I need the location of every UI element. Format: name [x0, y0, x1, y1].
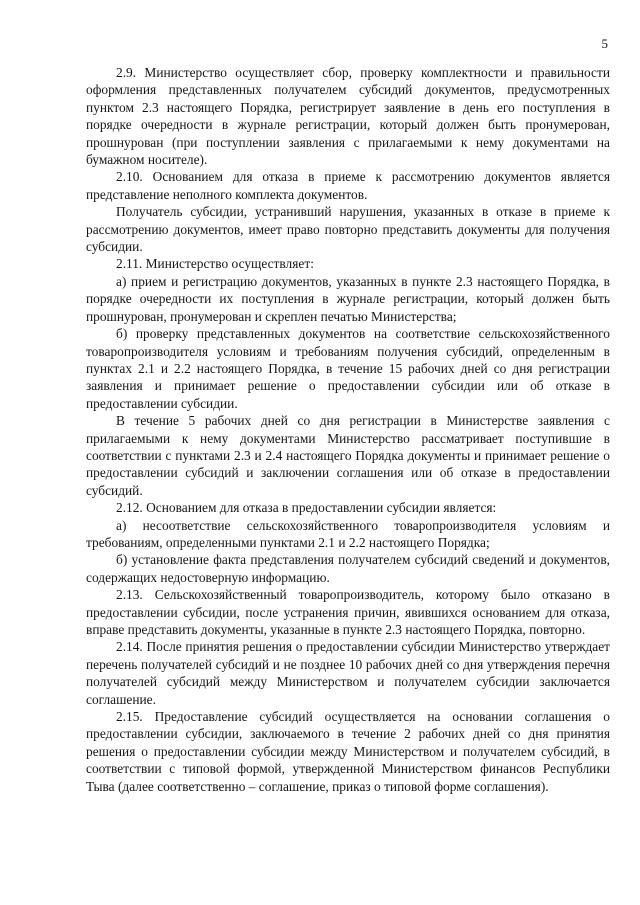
paragraph-2-9: 2.9. Министерство осуществляет сбор, проверку комплектности и правильности оформления представленных получателем субсидий документов, предусмотренных пунктом 2.3 настоящего Порядка, регистрирует заявление в день его поступления в порядке очередности в журнале регистрации, который должен быть пронумерован, прошнурован (при поступлении заявления с прилагаемыми к нему документами на бумажном носителе).	[86, 65, 610, 168]
document-body	[86, 64, 610, 795]
paragraph-2-10: 2.10. Основанием для отказа в приеме к рассмотрению документов является представление неполного комплекта документов.	[86, 169, 610, 202]
paragraph-2-12: 2.12. Основанием для отказа в предоставлении субсидии является:	[116, 500, 497, 516]
paragraph-2-12-a: а) несоответствие сельскохозяйственного товаропроизводителя условиям и требованиям, определенными пунктами 2.1 и 2.2 настоящего Порядка;	[86, 517, 610, 550]
page-number: 5	[601, 36, 608, 51]
paragraph-2-11-a: а) прием и регистрацию документов, указанных в пункте 2.3 настоящего Порядка, в порядке очередности их поступления в журнале регистрации, который должен быть прошнурован, пронумерован и скреплен печатью Министерства;	[86, 273, 610, 324]
paragraph-resubmission: Получатель субсидии, устранивший нарушения, указанных в отказе в приеме к рассмотрению документов, имеет право повторно представить документы для получения субсидии.	[86, 204, 610, 255]
paragraph-2-14: 2.14. После принятия решения о предоставлении субсидии Министерство утверждает перечень получателей субсидий и не позднее 10 рабочих дней со дня утверждения перечня получателей субсидий между Министерством и получателем субсидии заключается соглашение.	[86, 639, 610, 707]
paragraph-2-11: 2.11. Министерство осуществляет:	[116, 256, 314, 272]
paragraph-review-period: В течение 5 рабочих дней со дня регистрации в Министерстве заявления с прилагаемыми к нему документами Министерство рассматривает поступившие в соответствии с пунктами 2.3 и 2.4 настоящего Порядка документы и принимает решение о предоставлении субсидий и заключении соглашения или об отказе в предоставлении субсидий.	[86, 413, 610, 498]
paragraph-2-15: 2.15. Предоставление субсидий осуществляется на основании соглашения о предоставлении субсидии, заключаемого в течение 2 рабочих дней со дня принятия решения о предоставлении субсидии между Министерством и получателем субсидий, в соответствии с типовой формой, утвержденной Министерством финансов Республики Тыва (далее соответственно – соглашение, приказ о типовой форме соглашения).	[86, 709, 610, 794]
paragraph-2-13: 2.13. Сельскохозяйственный товаропроизводитель, которому было отказано в предоставлении субсидии, после устранения причин, явившихся основанием для отказа, вправе представить документы, указанные в пункте 2.3 настоящего Порядка, повторно.	[86, 587, 610, 637]
paragraph-2-11-b: б) проверку представленных документов на соответствие сельскохозяйственного товаропроизводителя условиям и требованиям получения субсидий, определенным в пунктах 2.1 и 2.2 настоящего Порядка, в течение 15 рабочих дней со дня регистрации заявления и принимает решение о предоставлении субсидии или об отказе в предоставлении субсидии.	[86, 326, 610, 411]
paragraph-2-12-b: б) установление факта представления получателем субсидий сведений и документов, содержащих недостоверную информацию.	[86, 552, 610, 585]
